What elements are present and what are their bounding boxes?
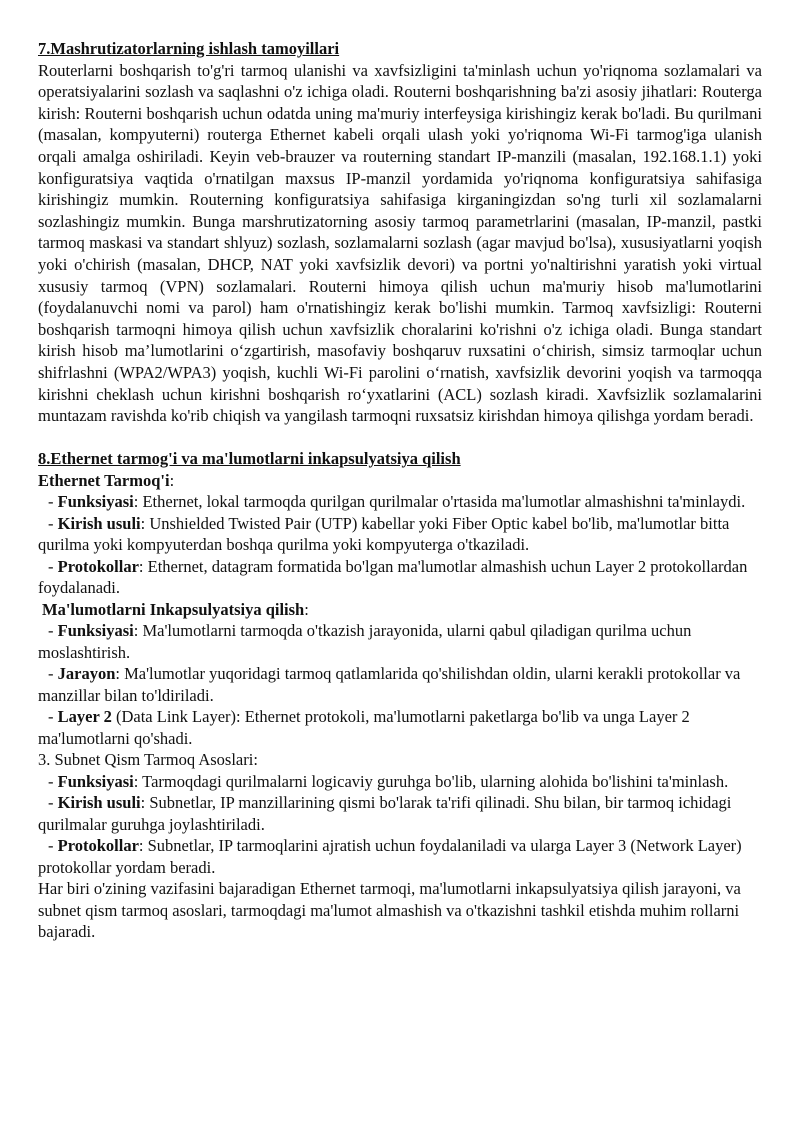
item-text: : Ma'lumotlarni tarmoqda o'tkazish jarayonida, ularni qabul qiladigan qurilma uchun moslashtirish. (38, 621, 692, 662)
item-prefix: - (48, 513, 58, 533)
encapsulation-heading-label: Ma'lumotlarni Inkapsulyatsiya qilish (42, 599, 305, 619)
item-prefix: - (48, 621, 58, 641)
item-prefix: - (48, 836, 58, 856)
item-label: Layer 2 (57, 707, 112, 727)
subnet-item-kirish-usuli (38, 792, 762, 835)
item-prefix: - (48, 664, 58, 684)
item-prefix: - (48, 771, 58, 791)
item-prefix: - (48, 492, 58, 512)
item-text: : Unshielded Twisted Pair (UTP) kabellar yoki Fiber Optic kabel bo'lib, ma'lumotlar bitta qurilma yoki kompyuterdan boshqa qurilma yoki kompyuterga o'tkaziladi. (38, 513, 730, 555)
ethernet-heading-colon: : (169, 470, 175, 490)
section-8-title: 8.Ethernet tarmog'i va ma'lumotlarni inkapsulyatsiya qilish (38, 449, 461, 469)
item-label: Funksiyasi (57, 621, 134, 641)
item-label: Funksiyasi (57, 771, 134, 791)
encapsulation-item-funksiyasi (38, 620, 762, 663)
ethernet-item-funksiyasi (38, 491, 762, 513)
item-label: Kirish usuli (57, 793, 141, 813)
item-text: : Subnetlar, IP manzillarining qismi bo'larak ta'rifi qilinadi. Shu bilan, bir tarmoq ichidagi qurilmalar guruhga joylashtiriladi. (38, 793, 732, 834)
encapsulation-item-jarayon (38, 663, 762, 706)
ethernet-heading (38, 470, 762, 492)
item-label: Funksiyasi (57, 492, 134, 512)
item-text: : Ma'lumotlar yuqoridagi tarmoq qatlamlarida qo'shilishdan oldin, ularni kerakli protokollar va manzillar bilan to'ldiriladi. (38, 664, 741, 705)
item-label: Jarayon (57, 664, 116, 684)
item-text: (Data Link Layer): Ethernet protokoli, ma'lumotlarni paketlarga bo'lib va unga Layer 2 ma'lumotlarni qo'shadi. (38, 707, 690, 748)
item-label: Kirish usuli (57, 513, 141, 533)
encapsulation-heading (38, 599, 762, 621)
item-label: Protokollar (57, 556, 139, 576)
item-text: : Ethernet, datagram formatida bo'lgan ma'lumotlar almashish uchun Layer 2 protokollardan foydalanadi. (38, 556, 748, 598)
ethernet-item-protokollar (38, 556, 762, 599)
encapsulation-item-layer-2 (38, 706, 762, 749)
item-text: : Tarmoqdagi qurilmalarni logicaviy guruhga bo'lib, ularning alohida bo'lishini ta'minlash. (133, 771, 729, 791)
ethernet-heading-label: Ethernet Tarmoq'i (38, 470, 170, 490)
ethernet-item-kirish-usuli (38, 513, 762, 556)
item-text: : Subnetlar, IP tarmoqlarini ajratish uchun foydalaniladi va ularga Layer 3 (Network Layer) protokollar yordam beradi. (38, 836, 742, 877)
conclusion-paragraph: Har biri o'zining vazifasini bajaradigan Ethernet tarmoqi, ma'lumotlarni inkapsulyatsiya qilish jarayoni, va subnet qism tarmoq asoslari, tarmoqdagi ma'lumot almashish va o'tkazishni tashkil etishda muhim rollarni bajaradi. (38, 879, 741, 942)
item-prefix: - (48, 793, 58, 813)
encapsulation-heading-colon: : (304, 599, 309, 619)
subnet-item-protokollar (38, 835, 762, 878)
section-gap (38, 427, 762, 449)
section-7-title: 7.Mashrutizatorlarning ishlash tamoyillari (38, 39, 340, 58)
item-text: : Ethernet, lokal tarmoqda qurilgan qurilmalar o'rtasida ma'lumotlar almashishni ta'minlaydi. (133, 492, 746, 512)
subnet-heading: 3. Subnet Qism Tarmoq Asoslari: (38, 750, 258, 770)
item-label: Protokollar (57, 836, 139, 856)
section-7-body: Routerlarni boshqarish to'g'ri tarmoq ulanishi va xavfsizligini ta'minlash uchun yo'riqnoma sozlamalari va operatsiyalarini sozlash va saqlashni o'z ichiga oladi. Routerni boshqarishning ba'zi asosiy jihatlari: Routerga kirish: Routerni boshqarish uchun odatda uning ma'muriy interfeysiga kirishingiz kerak bo'ladi. Bu qurilmani (masalan, kompyuterni) routerga Ethernet kabeli orqali ulash yoki yo'riqnoma Wi-Fi tarmog'iga ulanish orqali amalga oshiriladi. Keyin veb-brauzer va routerning standart IP-manzili (masalan, 192.168.1.1) yoki konfiguratsiya vaqtida o'rnatilgan maxsus IP-manzil yordamida yo'riqnoma konfiguratsiya sahifasiga kirishingiz mumkin. Routerning konfiguratsiya sahifasiga kirganingizdan so'ng turli xil sozlamalarni sozlashingiz mumkin. Bunga marshrutizatorning asosiy tarmoq parametrlarini (masalan, IP-manzil, pastki tarmoq maskasi va standart shlyuz) sozlash, sozlamalarni sozlash (agar mavjud bo'lsa), xususiyatlarni yoqish yoki o'chirish (masalan, DHCP, NAT yoki xavfsizlik devori) va portni yo'naltirishni yaratish yoki virtual xususiy tarmoq (VPN) sozlamalari. Routerni himoya qilish uchun ma'muriy hisob ma'lumotlarini (foydalanuvchi nomi va parol) ham o'rnatishingiz kerak bo'lishi mumkin. Tarmoq xavfsizligi: Routerni boshqarish tarmoqni himoya qilish uchun xavfsizlik choralarini ko'rishni o'z ichiga oladi. Bunga standart kirish hisob ma’lumotlarini o‘zgartirish, masofaviy boshqaruv ruxsatini o‘chirish, simsiz tarmoqlar uchun shifrlashni (WPA2/WPA3) yoqish, kuchli Wi-Fi parolini o‘rnatish, xavfsizlik devorini yoqish va tarmoqqa kirishni cheklash uchun kirishni boshqarish ro‘yxatlarini (ACL) sozlash kiradi. Xavfsizlik sozlamalarini muntazam ravishda ko'rib chiqish va yangilash tarmoqni ruxsatsiz kirishdan himoya qilishga yordam beradi. (38, 60, 762, 426)
item-prefix: - (48, 707, 58, 727)
subnet-item-funksiyasi (38, 771, 762, 793)
document-page (38, 38, 762, 943)
item-prefix: - (48, 556, 58, 576)
